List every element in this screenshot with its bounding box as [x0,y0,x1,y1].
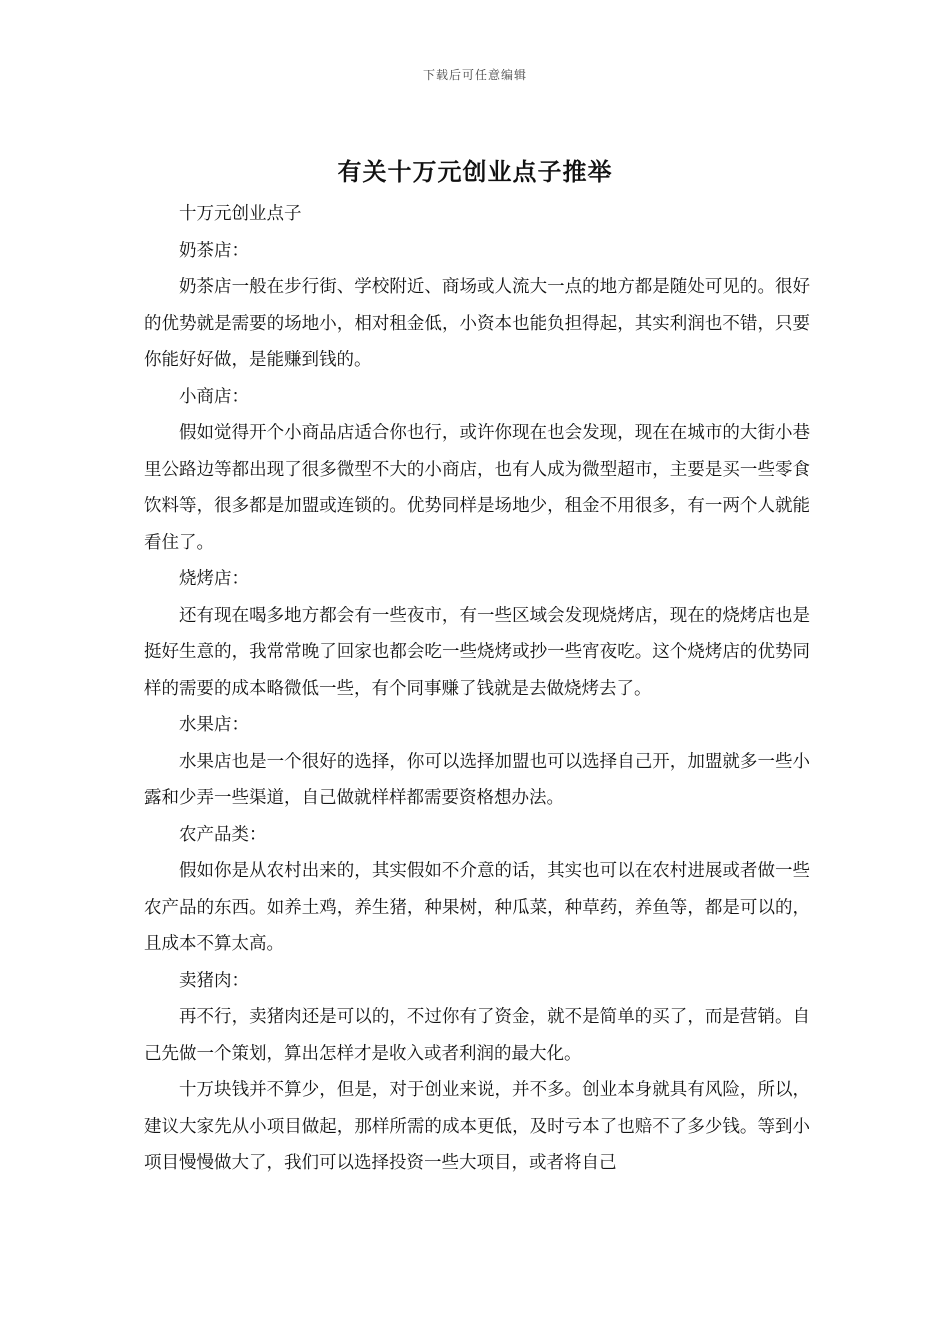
paragraph-conclusion: 十万块钱并不算少，但是，对于创业来说，并不多。创业本身就具有风险，所以，建议大家先从小项目做起，那样所需的成本更低，及时亏本了也赔不了多少钱。等到小项目慢慢做大了，我们可以选择投资一些大项目，或者将自己 [144,1080,810,1173]
section-heading-fruit: 水果店： [179,715,249,735]
document-title: 有关十万元创业点子推举 [337,157,613,186]
page-header-note: 下载后可任意编辑 [422,68,527,82]
paragraph-farm: 假如你是从农村出来的，其实假如不介意的话，其实也可以在农村进展或者做一些农产品的东西。如养土鸡，养生猪，种果树，种瓜菜，种草药，养鱼等，都是可以的，且成本不算太高。 [144,861,810,954]
paragraph-pork: 再不行，卖猪肉还是可以的，不过你有了资金，就不是简单的买了，而是营销。自己先做一个策划，算出怎样才是收入或者利润的最大化。 [144,1007,810,1064]
section-heading-small-shop: 小商店： [179,386,249,407]
paragraph-milk-tea: 奶茶店一般在步行街、学校附近、商场或人流大一点的地方都是随处可见的。很好的优势就是需要的场地小，相对租金低，小资本也能负担得起，其实利润也不错，只要你能好好做，是能赚到钱的。 [144,277,810,370]
paragraph-fruit: 水果店也是一个很好的选择，你可以选择加盟也可以选择自己开，加盟就多一些小露和少弄一些渠道，自己做就样样都需要资格想办法。 [144,751,810,808]
section-heading-milk-tea: 奶茶店： [179,240,249,261]
section-intro: 十万元创业点子 [179,204,302,224]
paragraph-small-shop: 假如觉得开个小商品店适合你也行，或许你现在也会发现，现在在城市的大街小巷里公路边等都出现了很多微型不大的小商店，也有人成为微型超市，主要是买一些零食饮料等，很多都是加盟或连锁的。优势同样是场地少，租金不用很多，有一两个人就能看住了。 [144,423,810,553]
section-heading-bbq: 烧烤店： [179,569,249,589]
section-heading-farm: 农产品类： [179,824,267,845]
paragraph-bbq: 还有现在喝多地方都会有一些夜市，有一些区域会发现烧烤店，现在的烧烤店也是挺好生意的，我常常晚了回家也都会吃一些烧烤或抄一些宵夜吃。这个烧烤店的优势同样的需要的成本略微低一些，有个同事赚了钱就是去做烧烤去了。 [144,605,810,699]
section-heading-pork: 卖猪肉： [179,970,249,991]
document-body [144,196,810,1182]
